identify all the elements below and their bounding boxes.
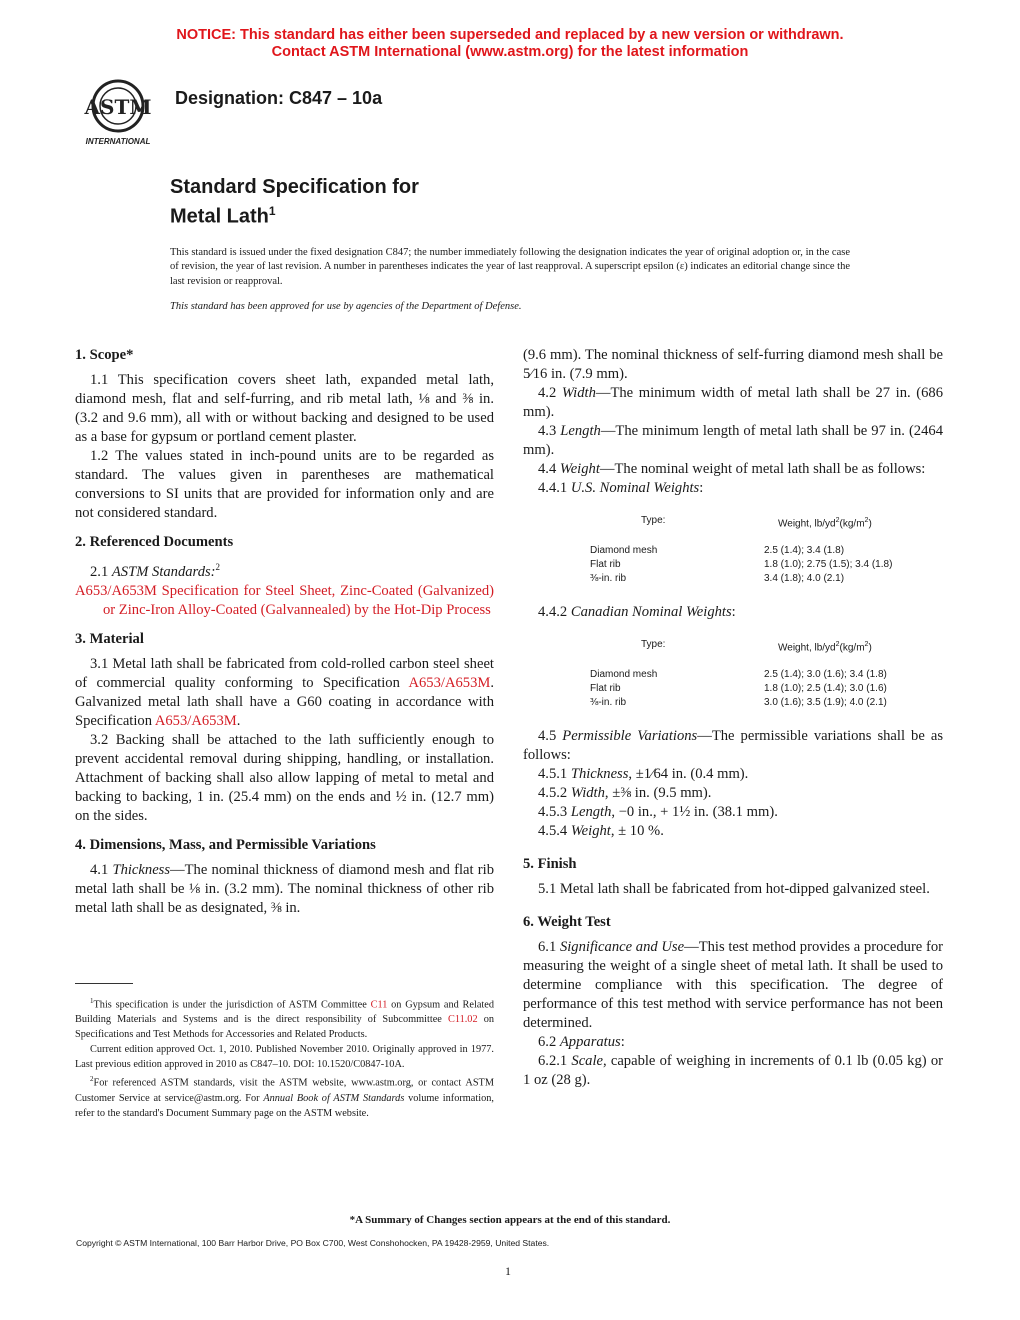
spec-link-2[interactable]: A653/A653M bbox=[154, 712, 237, 729]
subcommittee-c1102-link[interactable]: C11.02 bbox=[447, 1014, 478, 1026]
footnote-2-italic: Annual Book of ASTM Standards bbox=[263, 1092, 405, 1104]
para-4-4-1-num: 4.4.1 bbox=[538, 480, 571, 496]
notice-line-1: NOTICE: This standard has either been superseded and replaced by a new version or withdrawn. bbox=[176, 27, 844, 43]
ca-table-head-type: Type: bbox=[641, 639, 666, 650]
title-line-1: Standard Specification for bbox=[170, 176, 419, 198]
para-4-4-2-term: Canadian Nominal Weights bbox=[570, 604, 732, 620]
para-4-1 bbox=[75, 861, 494, 918]
footnote-1-a: This specification is under the jurisdiction of ASTM Committee bbox=[93, 999, 371, 1011]
us-weights-table bbox=[523, 498, 943, 603]
para-6-2-1 bbox=[523, 1052, 943, 1090]
para-4-5-1-term: Thickness bbox=[570, 766, 629, 782]
para-4-5-num: 4.5 bbox=[538, 728, 563, 744]
left-column bbox=[75, 346, 494, 918]
para-4-2 bbox=[523, 384, 943, 422]
para-4-5-4-num: 4.5.4 bbox=[538, 823, 571, 839]
para-6-2 bbox=[523, 1033, 943, 1052]
para-6-1-num: 6.1 bbox=[538, 939, 560, 955]
para-4-1-continued: (9.6 mm). The nominal thickness of self-furring diamond mesh shall be 5⁄16 in. (7.9 mm). bbox=[523, 347, 943, 382]
para-4-3 bbox=[523, 422, 943, 460]
ca-table-head-weight bbox=[778, 638, 872, 655]
astm-logo bbox=[76, 74, 160, 150]
ca-head-sup: 2 bbox=[835, 641, 840, 648]
us-row-1-weight: 2.5 (1.4); 3.4 (1.8) bbox=[764, 545, 845, 556]
section-6-heading: 6. Weight Test bbox=[523, 914, 611, 930]
footnote-2 bbox=[75, 1072, 494, 1120]
footnote-1-c: on Specifications and Test Methods for Accessories and Related Products. bbox=[75, 1014, 494, 1041]
right-column bbox=[523, 346, 943, 1090]
para-4-2-num: 4.2 bbox=[538, 385, 562, 401]
us-row-3-type: ⅜-in. rib bbox=[590, 573, 627, 584]
us-head-unit: (kg/m bbox=[839, 518, 865, 530]
copyright: Copyright © ASTM International, 100 Barr Harbor Drive, PO Box C700, West Conshohocken, PA 19428-2959, United States. bbox=[76, 1238, 550, 1248]
para-1-2: 1.2 The values stated in inch-pound units are to be regarded as standard. The values given in parentheses are mathematical conversions to SI units that are provided for information only and are not considered standard. bbox=[75, 448, 494, 521]
us-row-2-weight: 1.8 (1.0); 2.75 (1.5); 3.4 (1.8) bbox=[764, 559, 893, 570]
section-3-heading: 3. Material bbox=[75, 630, 144, 647]
ca-row-1-weight: 2.5 (1.4); 3.0 (1.6); 3.4 (1.8) bbox=[764, 669, 887, 680]
title-footnote-mark: 1 bbox=[268, 204, 276, 218]
footnote-divider bbox=[75, 983, 133, 984]
para-4-2-text: —The minimum width of metal lath shall be 27 in. (686 mm). bbox=[523, 385, 943, 420]
para-4-4-1 bbox=[523, 479, 943, 498]
para-4-5-2-text: , ±⅜ in. (9.5 mm). bbox=[604, 785, 712, 801]
section-4-heading: 4. Dimensions, Mass, and Permissible Variations bbox=[75, 836, 376, 853]
us-row-2-type: Flat rib bbox=[590, 559, 621, 570]
para-6-1-text: —This test method provides a procedure for measuring the weight of a single sheet of metal lath. It shall be used to determine compliance with this specification. The degree of performance of this test method with service performance has not been determined. bbox=[523, 939, 943, 1031]
footnotes bbox=[75, 994, 494, 1121]
para-4-2-term: Width bbox=[561, 385, 596, 401]
notice-line-2: Contact ASTM International (www.astm.org) for the latest information bbox=[271, 44, 749, 60]
us-row-1-type: Diamond mesh bbox=[590, 545, 658, 556]
para-2-1-sup: 2 bbox=[215, 562, 221, 572]
us-head-unit-sup: 2 bbox=[864, 517, 869, 524]
para-6-2-1-term: Scale bbox=[571, 1053, 603, 1069]
para-4-4-2 bbox=[523, 603, 943, 622]
para-4-5-2-num: 4.5.2 bbox=[538, 785, 571, 801]
astm-logo-icon bbox=[76, 74, 160, 150]
para-4-5-3-text: , −0 in., + 1½ in. (38.1 mm). bbox=[611, 804, 778, 820]
footnote-1-b: on Gypsum and Related Building Materials and Systems and is the direct responsibility of Subcommittee bbox=[75, 999, 494, 1026]
logo-word: INTERNATIONAL bbox=[85, 137, 151, 146]
para-6-2-num: 6.2 bbox=[538, 1034, 560, 1050]
para-3-2: 3.2 Backing shall be attached to the lath sufficiently enough to prevent accidental removal during shipping, handling, or installation. Attachment of backing shall also allow lapping of metal to metal and backing to backing, 1 in. (25.4 mm) on the ends and ½ in. (12.7 mm) on the sides. bbox=[75, 731, 494, 824]
ca-row-1-type: Diamond mesh bbox=[590, 669, 658, 680]
us-head-sup: 2 bbox=[835, 517, 840, 524]
para-4-4-term: Weight bbox=[559, 461, 600, 477]
para-4-5-3 bbox=[523, 803, 943, 822]
para-4-4-1-colon: : bbox=[699, 480, 704, 496]
page-title bbox=[170, 175, 419, 229]
para-1-1: 1.1 This specification covers sheet lath, expanded metal lath, diamond mesh, flat and self-furring, and rib metal lath, ⅛ and ⅜ in. (3.2 and 9.6 mm), all with or without backing and designed to be used as a base for gypsum or portland cement plaster. bbox=[75, 372, 494, 445]
para-4-4-2-colon: : bbox=[731, 604, 736, 620]
committee-c11-link[interactable]: C11 bbox=[370, 999, 388, 1011]
para-4-5-4-text: , ± 10 %. bbox=[610, 823, 664, 839]
para-4-5-4 bbox=[523, 822, 943, 841]
para-6-2-colon: : bbox=[620, 1034, 625, 1050]
para-4-3-text: —The minimum length of metal lath shall be 97 in. (2464 mm). bbox=[523, 423, 943, 458]
para-2-1-term: ASTM Standards: bbox=[111, 563, 216, 580]
us-head-weight-text: Weight, lb/yd bbox=[778, 518, 836, 530]
para-2-1-num: 2.1 bbox=[90, 563, 112, 580]
logo-letters: ASTM bbox=[84, 95, 152, 119]
para-4-5-3-num: 4.5.3 bbox=[538, 804, 571, 820]
para-6-2-1-num: 6.2.1 bbox=[538, 1053, 572, 1069]
approved-note: This standard has been approved for use by agencies of the Department of Defense. bbox=[170, 301, 522, 312]
para-3-1-a: 3.1 Metal lath shall be fabricated from cold-rolled carbon steel sheet of commercial quality conforming to Specification bbox=[75, 655, 494, 691]
current-edition-note: Current edition approved Oct. 1, 2010. Published November 2010. Originally approved in 1977. Last previous edition approved in 2010 as C847–10. DOI: 10.1520/C0847-10A. bbox=[75, 1044, 494, 1071]
para-2-1 bbox=[75, 558, 494, 582]
para-6-2-term: Apparatus bbox=[559, 1034, 621, 1050]
footnote-2-mark: 2 bbox=[90, 1075, 94, 1084]
ca-head-close: ) bbox=[868, 642, 872, 654]
ca-row-3-type: ⅜-in. rib bbox=[590, 697, 627, 708]
section-5-heading: 5. Finish bbox=[523, 856, 577, 872]
ca-head-unit: (kg/m bbox=[839, 642, 865, 654]
para-4-4 bbox=[523, 460, 943, 479]
title-main: Metal Lath bbox=[170, 205, 269, 228]
title-line-2 bbox=[170, 199, 419, 229]
footnote-1-mark: 1 bbox=[90, 997, 94, 1005]
para-4-5-2-term: Width bbox=[570, 785, 605, 801]
section-2-heading: 2. Referenced Documents bbox=[75, 534, 234, 550]
para-4-3-num: 4.3 bbox=[538, 423, 561, 439]
spec-link-1[interactable]: A653/A653M bbox=[408, 674, 491, 691]
ca-head-weight-text: Weight, lb/yd bbox=[778, 642, 836, 654]
para-5-1: 5.1 Metal lath shall be fabricated from hot-dipped galvanized steel. bbox=[538, 881, 930, 897]
issued-note: This standard is issued under the fixed designation C847; the number immediately following the designation indicates the year of original adoption or, in the case of revision, the year of last revision. A number in parentheses indicates the year of last reapproval. A superscript epsilon (ε) indicates an editorial change since the last revision or reapproval. bbox=[170, 247, 850, 287]
us-row-3-weight: 3.4 (1.8); 4.0 (2.1) bbox=[764, 573, 845, 584]
para-4-4-num: 4.4 bbox=[538, 461, 560, 477]
para-4-5-4-term: Weight bbox=[570, 823, 611, 839]
footnote-2-b: volume information, refer to the standard's Document Summary page on the ASTM website. bbox=[75, 1092, 494, 1119]
ca-row-2-weight: 1.8 (1.0); 2.5 (1.4); 3.0 (1.6) bbox=[764, 683, 887, 694]
ref-a653-text[interactable]: A653/A653M Specification for Steel Sheet, Zinc-Coated (Galvanized) or Zinc-Iron Alloy-Coated (Galvannealed) by the Hot-Dip Process bbox=[75, 582, 494, 618]
summary-of-changes-note: *A Summary of Changes section appears at the end of this standard. bbox=[349, 1214, 671, 1226]
para-4-1-num: 4.1 bbox=[90, 861, 113, 878]
us-table-head-type: Type: bbox=[641, 515, 666, 526]
para-4-1-text: —The nominal thickness of diamond mesh and flat rib metal lath shall be ⅛ in. (3.2 mm). The nominal thickness of other rib metal lath shall be as designated, ⅜ in. bbox=[75, 861, 495, 916]
para-4-1-term: Thickness bbox=[112, 861, 171, 878]
para-4-5-1-text: , ±1⁄64 in. (0.4 mm). bbox=[628, 766, 749, 782]
para-4-5-3-term: Length bbox=[570, 804, 612, 820]
canadian-weights-table bbox=[523, 622, 943, 727]
para-4-5-text: —The permissible variations shall be as follows: bbox=[523, 728, 944, 763]
footnote-1 bbox=[75, 994, 494, 1042]
withdrawn-notice bbox=[0, 27, 1020, 61]
para-6-1 bbox=[523, 938, 943, 1033]
para-6-1-term: Significance and Use bbox=[559, 939, 685, 955]
para-4-5-1-num: 4.5.1 bbox=[538, 766, 571, 782]
page-number: 1 bbox=[505, 1264, 511, 1278]
para-4-3-term: Length bbox=[560, 423, 601, 439]
ca-row-3-weight: 3.0 (1.6); 3.5 (1.9); 4.0 (2.1) bbox=[764, 697, 887, 708]
para-4-5-term: Permissible Variations bbox=[562, 728, 698, 744]
section-1-heading: 1. Scope* bbox=[75, 347, 134, 363]
para-4-5 bbox=[523, 727, 943, 765]
ref-a653-link[interactable] bbox=[75, 582, 494, 620]
footnote-2-a: For referenced ASTM standards, visit the ASTM website, www.astm.org, or contact ASTM Customer Service at service@astm.org. For bbox=[75, 1077, 494, 1104]
para-4-4-text: —The nominal weight of metal lath shall be as follows: bbox=[599, 461, 926, 477]
us-table-head-weight bbox=[778, 514, 872, 531]
para-6-2-1-text: , capable of weighing in increments of 0.1 lb (0.05 kg) or 1 oz (28 g). bbox=[523, 1053, 943, 1088]
us-head-close: ) bbox=[868, 518, 872, 530]
para-4-4-2-num: 4.4.2 bbox=[538, 604, 571, 620]
para-4-5-2 bbox=[523, 784, 943, 803]
ca-head-unit-sup: 2 bbox=[864, 641, 869, 648]
para-4-5-1 bbox=[523, 765, 943, 784]
para-4-4-1-term: U.S. Nominal Weights bbox=[570, 480, 700, 496]
designation: Designation: C847 – 10a bbox=[175, 88, 383, 108]
para-3-1 bbox=[75, 655, 494, 731]
para-3-1-c: . bbox=[236, 712, 241, 729]
para-3-1-b: . Galvanized metal lath shall have a G60 coating in accordance with Specification bbox=[75, 674, 494, 729]
ca-row-2-type: Flat rib bbox=[590, 683, 621, 694]
